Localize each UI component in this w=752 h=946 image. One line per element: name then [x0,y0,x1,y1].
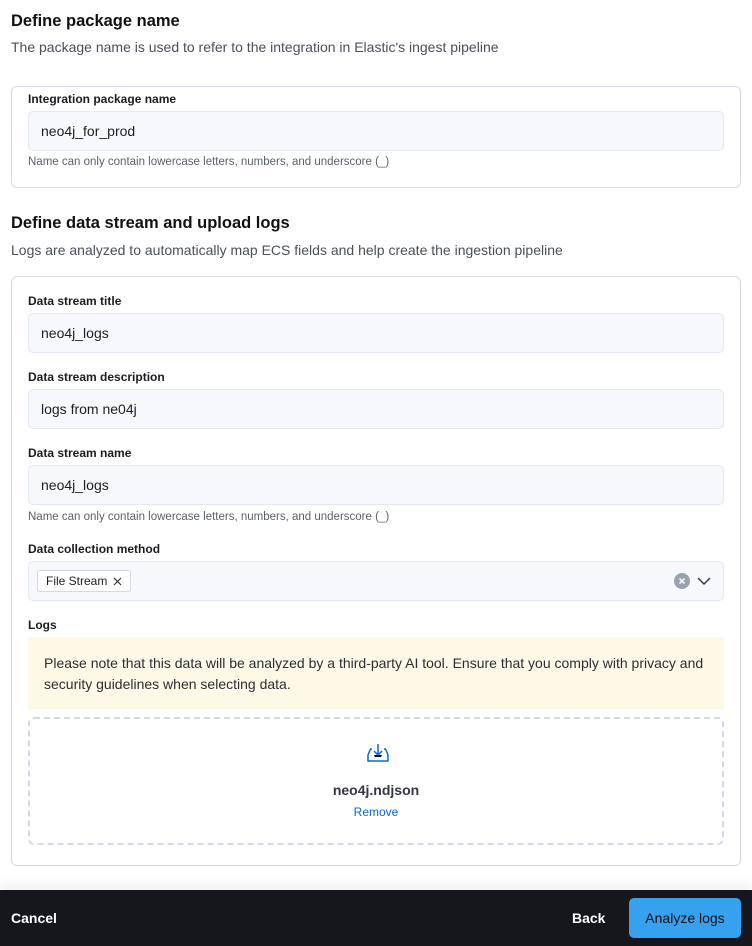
file-dropzone[interactable] [28,717,724,845]
chip-remove-icon[interactable] [113,577,122,586]
stream-section-subtitle: Logs are analyzed to automatically map ECS fields and help create the ingestion pipeline [11,242,563,258]
stream-name-help: Name can only contain lowercase letters, numbers, and underscore (_) [28,511,390,523]
collection-method-combobox[interactable] [28,561,724,601]
remove-file-link[interactable]: Remove [353,805,399,819]
package-name-input[interactable]: neo4j_for_prod [28,111,724,151]
package-section-subtitle: The package name is used to refer to the integration in Elastic's ingest pipeline [11,39,499,55]
stream-title-input[interactable]: neo4j_logs [28,313,724,353]
chevron-down-icon[interactable] [697,575,711,587]
ai-warning-callout [28,637,724,709]
stream-description-label: Data stream description [28,370,165,384]
stream-title-label: Data stream title [28,294,122,308]
stream-name-input[interactable]: neo4j_logs [28,465,724,505]
upload-icon [366,741,390,765]
package-name-label: Integration package name [28,92,177,106]
callout-text: Please note that this data will be analyzed by a third-party AI tool. Ensure that you comply with privacy and security guidelines when selecting data. [44,655,704,692]
stream-description-input[interactable]: logs from ne04j [28,389,724,429]
file-name: neo4j.ndjson [332,782,420,798]
stream-name-label: Data stream name [28,446,132,460]
clear-icon[interactable] [674,573,690,589]
analyze-logs-button[interactable]: Analyze logs [629,898,741,938]
back-button[interactable]: Back [572,910,606,926]
stream-section-title: Define data stream and upload logs [11,214,290,232]
collection-method-label: Data collection method [28,542,161,556]
chip-label: File Stream [46,574,108,588]
logs-label: Logs [28,618,57,632]
cancel-button[interactable]: Cancel [11,910,57,926]
package-section-title: Define package name [11,12,180,30]
package-name-help: Name can only contain lowercase letters, numbers, and underscore (_) [28,156,390,168]
bottom-bar [0,890,752,946]
file-stream-chip [37,570,131,592]
